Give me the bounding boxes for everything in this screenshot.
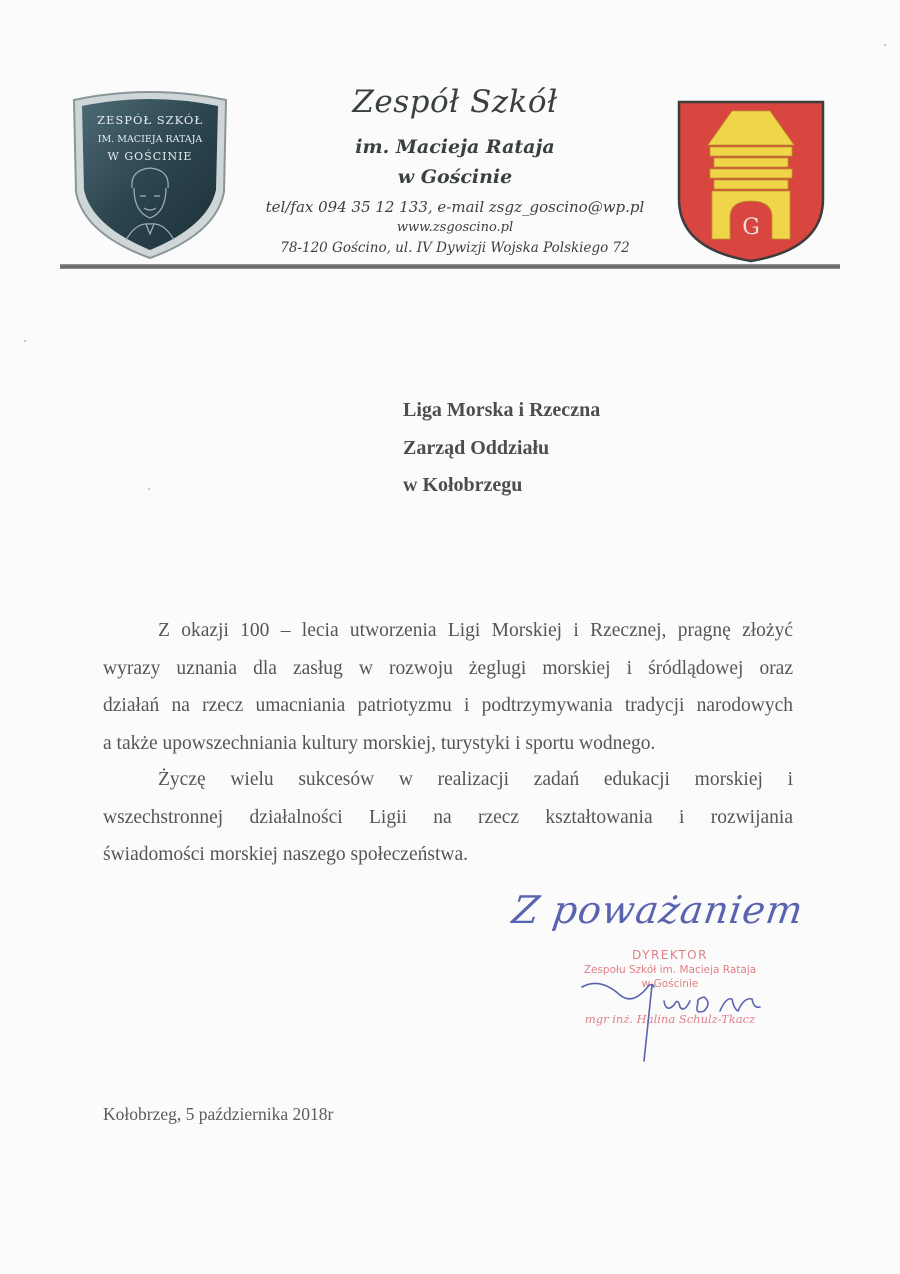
letter-paragraph-2 bbox=[103, 761, 793, 874]
director-signature bbox=[580, 975, 770, 1065]
school-crest-logo bbox=[66, 88, 234, 262]
paragraph-line: wszechstronnej działalności Ligii na rzecz kształtowania i rozwijania bbox=[103, 806, 793, 828]
school-location: w Gościnie bbox=[397, 166, 513, 188]
paragraph-line: działań na rzecz umacniania patriotyzmu i podtrzymywania tradycji narodowych bbox=[103, 695, 793, 716]
letter-date: Kołobrzeg, 5 października 2018r bbox=[103, 1104, 334, 1124]
stamp-institution: Zespołu Szkół im. Macieja Rataja bbox=[583, 964, 757, 976]
school-contact: tel/fax 094 35 12 133, e-mail zsgz_goscino@wp.pl bbox=[265, 198, 645, 216]
scan-speck bbox=[148, 488, 150, 490]
school-website: www.zsgoscino.pl bbox=[396, 220, 514, 235]
school-patron: im. Macieja Rataja bbox=[355, 136, 555, 158]
crest-text-line: W GOŚCINIE bbox=[107, 150, 193, 163]
stamp-director-name: mgr inż. Halina Schulz-Tkacz bbox=[584, 1012, 756, 1026]
scan-speck bbox=[24, 340, 26, 342]
addressee-department: Zarząd Oddziału bbox=[403, 437, 550, 459]
crest-text-line: ZESPÓŁ SZKÓŁ bbox=[96, 113, 204, 127]
paragraph-line: a także upowszechniania kultury morskiej, turystyki i sportu wodnego. bbox=[103, 732, 656, 754]
stamp-title: DYREKTOR bbox=[632, 948, 708, 962]
stamp-location: w Gościnie bbox=[641, 978, 699, 990]
scan-speck bbox=[884, 44, 886, 46]
paragraph-line: wyrazy uznania dla zasług w rozwoju żeglugi morskiej i śródlądowej oraz bbox=[103, 657, 793, 679]
crest-text-line: IM. MACIEJA RATAJA bbox=[97, 134, 203, 145]
addressee-organization: Liga Morska i Rzeczna bbox=[403, 399, 601, 421]
school-address: 78-120 Gościno, ul. IV Dywizji Wojska Polskiego 72 bbox=[280, 240, 630, 256]
letter-paragraph-1 bbox=[103, 612, 793, 762]
header-divider bbox=[60, 264, 840, 269]
closing-handwritten-greeting: Z poważaniem bbox=[509, 888, 807, 932]
addressee-city: w Kołobrzegu bbox=[403, 474, 523, 496]
paragraph-line: Życzę wielu sukcesów w realizacji zadań edukacji morskiej i bbox=[158, 769, 793, 790]
paragraph-line: świadomości morskiej naszego społeczeństwa. bbox=[103, 844, 468, 865]
coat-of-arms-logo bbox=[676, 99, 826, 264]
school-name-title: Zespół Szkół bbox=[352, 84, 558, 120]
paragraph-line: Z okazji 100 – lecia utworzenia Ligi Morskiej i Rzecznej, pragnę złożyć bbox=[158, 620, 793, 641]
arms-letter: G bbox=[742, 215, 760, 240]
